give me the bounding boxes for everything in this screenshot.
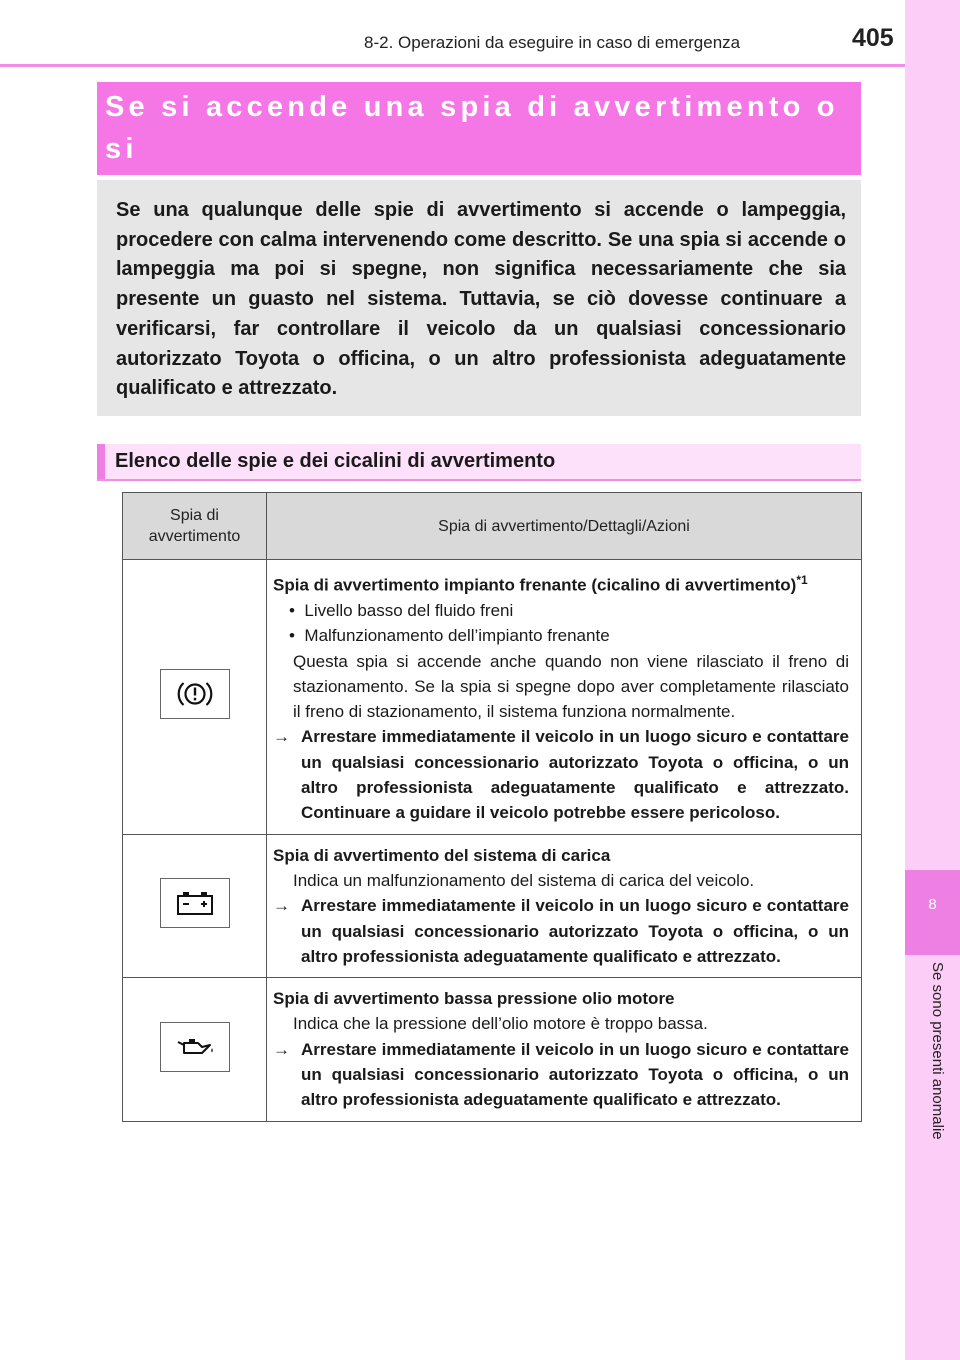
table-header-row <box>123 493 862 560</box>
icon-cell <box>123 834 267 977</box>
action-instruction <box>273 893 849 969</box>
details-cell <box>267 978 862 1121</box>
battery-icon <box>160 878 230 928</box>
page-number: 405 <box>852 24 894 52</box>
action-text: Arrestare immediatamente il veicolo in un luogo sicuro e contattare un qualsiasi concessionario autorizzato Toyota o officina, o un altro professionista adeguatamente qualificato e attrezzato. Continuare a guidare il veicolo potrebbe essere pericoloso. <box>301 727 849 823</box>
action-text: Arrestare immediatamente il veicolo in un luogo sicuro e contattare un qualsiasi concessionario autorizzato Toyota o officina, o un altro professionista adeguatamente qualificato e attrezzato. <box>301 896 849 966</box>
column-header-light: Spia di avvertimento <box>123 493 267 560</box>
table-row <box>123 978 862 1121</box>
page-title-line-1: Se si accende una spia di avvertimento o si <box>105 91 839 165</box>
column-header-details: Spia di avvertimento/Dettagli/Azioni <box>267 493 862 560</box>
warning-lights-table <box>122 492 862 1122</box>
sub-heading-text: Elenco delle spie e dei cicalini di avvertimento <box>115 450 556 472</box>
action-instruction <box>273 724 849 825</box>
arrow-icon: → <box>273 727 290 747</box>
sub-heading-accent <box>97 444 105 479</box>
footnote-marker: *1 <box>796 573 808 587</box>
details-cell <box>267 560 862 835</box>
action-text: Arrestare immediatamente il veicolo in un luogo sicuro e contattare un qualsiasi concessionario autorizzato Toyota o officina, o un altro professionista adeguatamente qualificato e attrezzato. <box>301 1039 849 1110</box>
details-cell <box>267 834 862 977</box>
list-item-text: Malfunzionamento dell’impianto frenante <box>304 626 610 646</box>
chapter-title: Se sono presenti anomalie <box>929 962 946 1140</box>
chapter-number: 8 <box>928 896 937 913</box>
warning-note: Indica un malfunzionamento del sistema di carica del veicolo. <box>293 870 755 890</box>
oil-pressure-icon <box>160 1022 230 1072</box>
warning-note: Indica che la pressione dell’olio motore è troppo bassa. <box>293 1014 708 1034</box>
page-header <box>0 0 905 64</box>
sub-heading <box>97 444 861 481</box>
list-item-text: Livello basso del fluido freni <box>304 600 514 620</box>
arrow-icon: → <box>273 1039 290 1059</box>
list-item: • Malfunzionamento dell’impianto frenante <box>289 626 610 646</box>
action-instruction <box>273 1037 849 1113</box>
warning-title: Spia di avvertimento bassa pressione olio motore <box>273 989 675 1009</box>
warning-note: Questa spia si accende anche quando non viene rilasciato il freno di stazionamento. Se la spia si spegne dopo aver completamente rilasciato il freno di stazionamento, il sistema funziona normalmente. <box>293 651 849 722</box>
icon-cell <box>123 560 267 835</box>
warning-title-text: Spia di avvertimento impianto frenante (cicalino di avvertimento) <box>273 575 797 595</box>
warning-title <box>273 568 849 598</box>
header-divider <box>0 64 905 67</box>
brake-warning-icon <box>160 669 230 719</box>
icon-cell <box>123 978 267 1121</box>
list-item: • Livello basso del fluido freni <box>289 600 514 620</box>
warning-title: Spia di avvertimento del sistema di carica <box>273 845 611 865</box>
table-row <box>123 834 862 977</box>
intro-text: Se una qualunque delle spie di avvertimento si accende o lampeggia, procedere con calma intervenendo come descritto. Se una spia si accende o lampeggia ma poi si spegne, non significa necessariamente che sia presente un guasto nel sistema. Tuttavia, se ciò dovesse continuare a verificarsi, far controllare il veicolo da un qualsiasi concessionario autorizzato Toyota o officina, o un altro professionista adeguatamente qualificato e attrezzato. <box>116 199 846 400</box>
section-title: 8-2. Operazioni da eseguire in caso di emergenza <box>364 33 741 52</box>
table-row <box>123 560 862 835</box>
arrow-icon: → <box>273 896 290 916</box>
